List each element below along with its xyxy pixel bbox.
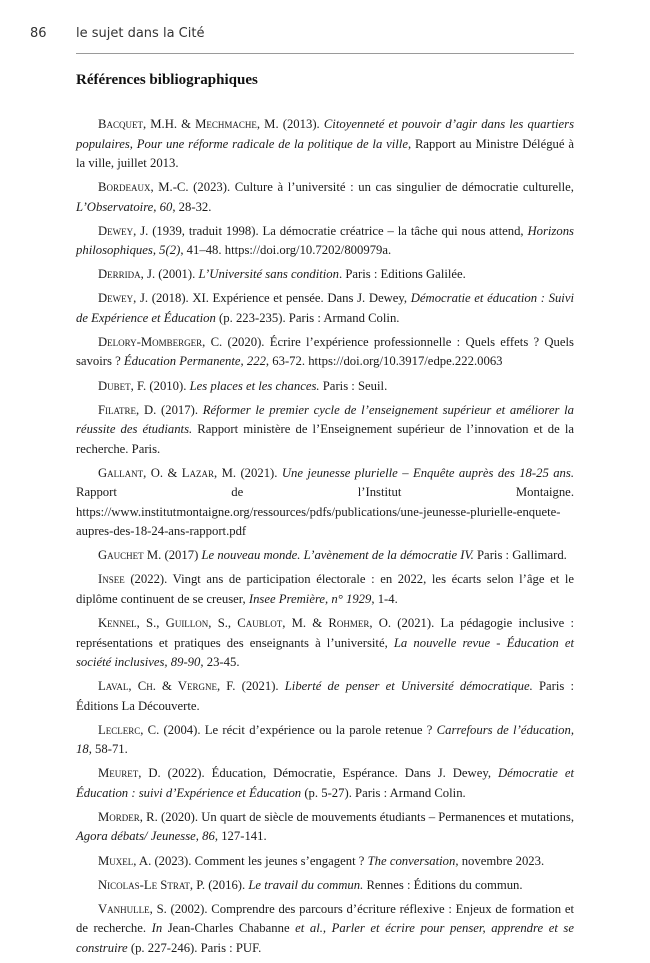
reference-entry xyxy=(76,289,574,328)
reference-author: Laval, Ch. & Vergne, F. xyxy=(98,679,236,694)
reference-text: , 28-32. xyxy=(172,199,212,214)
reference-text: (2018). XI. Expérience et pensée. Dans J. Dewey, xyxy=(148,291,411,306)
reference-title: Liberté de penser et Université démocratique. xyxy=(284,679,533,694)
reference-text: , 63-72. https://doi.org/10.3917/edpe.222.0063 xyxy=(265,354,503,369)
reference-title: Carrefours de l’éducation, 18 xyxy=(76,722,575,757)
reference-text: (2021). La pédagogie inclusive : représentations et pratiques des enseignants à l’université, xyxy=(76,616,574,650)
reference-entry xyxy=(76,222,574,261)
reference-text: (2020). Un quart de siècle de mouvements étudiants – Permanences et mutations, xyxy=(157,809,575,824)
reference-author: Dewey, J. xyxy=(98,291,149,306)
reference-title: Le travail du commun. xyxy=(248,877,364,892)
reference-title: et al., Parler et écrire pour penser, apprendre et se construire xyxy=(76,921,574,955)
page-header xyxy=(30,26,575,48)
reference-text: Rapport ministère de l’Enseignement supérieur de l’innovation et de la recherche. Paris. xyxy=(76,422,574,456)
reference-text: (p. 223-235). Paris : Armand Colin. xyxy=(215,310,400,325)
reference-text: (2013). xyxy=(278,117,324,131)
reference-entry xyxy=(76,900,574,959)
reference-entry xyxy=(76,808,574,847)
reference-title: Une jeunesse plurielle – Enquête auprès des 18-25 ans. xyxy=(281,465,575,480)
reference-title: L’Université sans condition xyxy=(198,267,339,282)
reference-text: (2022). Vingt ans de participation électorale : en 2022, les écarts selon l’âge et le diplôme continuent de se creuser, xyxy=(76,572,574,606)
section-title: Références bibliographiques xyxy=(76,72,258,88)
reference-title: Le nouveau monde. L’avènement de la démocratie IV. xyxy=(201,548,474,563)
reference-title: Démocratie et éducation : Suivi de Expérience et Éducation xyxy=(76,291,574,325)
reference-author: Muxel, A. xyxy=(98,853,152,868)
reference-author: Morder, R. xyxy=(98,809,158,824)
reference-entry xyxy=(76,614,574,673)
reference-text: , Rapport au Ministre Délégué à la ville, juillet 2013. xyxy=(76,136,574,170)
reference-title: Les places et les chances. xyxy=(189,378,320,393)
reference-title: Citoyenneté et pouvoir d’agir dans les quartiers populaires, Pour une réforme radicale de la politique de la ville xyxy=(76,117,575,151)
reference-author: Leclerc, C. xyxy=(98,722,160,737)
reference-text: (2020). Écrire l’expérience professionnelle : Quels effets ? Quels savoirs ? xyxy=(76,334,574,369)
reference-text: novembre 2023. xyxy=(458,853,545,868)
reference-entry xyxy=(76,721,574,760)
reference-entry xyxy=(76,852,574,872)
reference-text: (2001). xyxy=(155,267,199,282)
reference-title: The conversation, xyxy=(367,853,459,868)
reference-author: Kennel, S., Guillon, S., Caublot, M. & Rohmer, O. xyxy=(98,616,392,631)
reference-text: Rennes : Éditions du commun. xyxy=(363,877,523,892)
reference-text: Jean-Charles Chabanne xyxy=(162,921,296,936)
reference-author: Dubet, F. xyxy=(98,378,147,393)
reference-author: Delory-Momberger, C. xyxy=(98,334,223,349)
reference-title: Insee Première, n° 1929 xyxy=(248,591,372,606)
reference-text: (2021). xyxy=(236,465,282,480)
reference-text: , 127-141. xyxy=(214,829,267,844)
reference-title: Éducation Permanente, 222 xyxy=(123,354,266,369)
reference-entry xyxy=(76,764,574,803)
running-title: le sujet dans la Cité xyxy=(76,26,205,41)
reference-text: , 41–48. https://doi.org/10.7202/800979a. xyxy=(180,243,392,258)
reference-entry xyxy=(76,265,574,285)
reference-entry xyxy=(76,570,574,609)
reference-text: (2023). Culture à l’université : un cas singulier de démocratie culturelle, xyxy=(188,180,574,195)
reference-author: Vanhulle, S. xyxy=(98,901,167,916)
reference-entry xyxy=(76,876,574,896)
reference-entry xyxy=(76,333,574,372)
reference-author: Filatre, D. xyxy=(98,402,157,417)
reference-title: In xyxy=(151,921,163,936)
reference-list xyxy=(76,115,574,963)
reference-text: Paris : Seuil. xyxy=(319,378,388,393)
reference-text: (2021). xyxy=(235,679,285,694)
header-divider xyxy=(76,53,574,54)
reference-text: (2017) xyxy=(161,548,202,563)
reference-author: Bacquet, M.H. & Mechmache, M. xyxy=(98,117,279,131)
reference-text: Paris : Éditions La Découverte. xyxy=(76,679,574,713)
reference-author: Nicolas-Le Strat, P. xyxy=(98,877,206,892)
reference-author: Gallant, O. & Lazar, M. xyxy=(98,465,237,480)
reference-author: Bordeaux, M.-C. xyxy=(98,180,189,195)
reference-text: (2002). Comprendre des parcours d’écriture réflexive : Enjeux de formation et de recherche. xyxy=(76,901,574,936)
reference-title: Réformer le premier cycle de l’enseignement supérieur et améliorer la réussite des étudiants. xyxy=(76,402,574,437)
reference-text: (p. 227-246). Paris : PUF. xyxy=(127,940,262,955)
reference-title: Agora débats/ Jeunesse, 86 xyxy=(76,829,215,844)
reference-author: Dewey, J. xyxy=(98,223,149,238)
reference-title: La nouvelle revue - Éducation et société inclusives, 89-90 xyxy=(76,635,574,670)
reference-author: Insee xyxy=(98,572,125,587)
reference-text: (2022). Éducation, Démocratie, Espérance. Dans J. Dewey, xyxy=(160,766,498,781)
reference-entry xyxy=(76,677,574,716)
reference-entry xyxy=(76,377,574,397)
reference-text: , 23-45. xyxy=(200,655,240,670)
reference-author: Derrida, J. xyxy=(98,267,156,282)
reference-text: . Paris : Editions Galilée. xyxy=(338,267,466,282)
page-number: 86 xyxy=(30,26,47,41)
reference-entry xyxy=(76,401,574,460)
reference-text: Paris : Gallimard. xyxy=(473,548,567,563)
reference-entry xyxy=(76,115,574,174)
reference-text: (2010). xyxy=(146,378,190,393)
reference-entry xyxy=(76,178,574,217)
reference-text: (1939, traduit 1998). La démocratie créatrice – la tâche qui nous attend, xyxy=(148,223,528,238)
reference-title: Démocratie et Éducation : suivi d’Expérience et Éducation xyxy=(76,766,574,800)
reference-entry xyxy=(76,546,574,566)
reference-title: Horizons philosophiques, 5(2) xyxy=(76,223,574,258)
reference-text: (2017). xyxy=(156,402,203,417)
reference-text: (2023). Comment les jeunes s’engagent ? xyxy=(151,853,368,868)
reference-entry xyxy=(76,464,574,542)
reference-text: , 58-71. xyxy=(88,742,128,757)
reference-title: L’Observatoire, 60 xyxy=(76,199,173,214)
reference-text: Rapport de l’Institut Montaigne. https://www.institutmontaigne.org/ressources/pdfs/publications/une-jeunesse-plurielle-enquete-aupres-des-18-24-ans-rapport.pdf xyxy=(76,485,574,539)
reference-author: Meuret, D. xyxy=(98,766,161,781)
reference-text: (p. 5-27). Paris : Armand Colin. xyxy=(301,785,466,800)
reference-author: Gauchet M. xyxy=(98,548,162,563)
reference-text: (2004). Le récit d’expérience ou la parole retenue ? xyxy=(159,722,437,737)
reference-text: , 1-4. xyxy=(371,591,398,606)
reference-text: (2016). xyxy=(205,877,249,892)
